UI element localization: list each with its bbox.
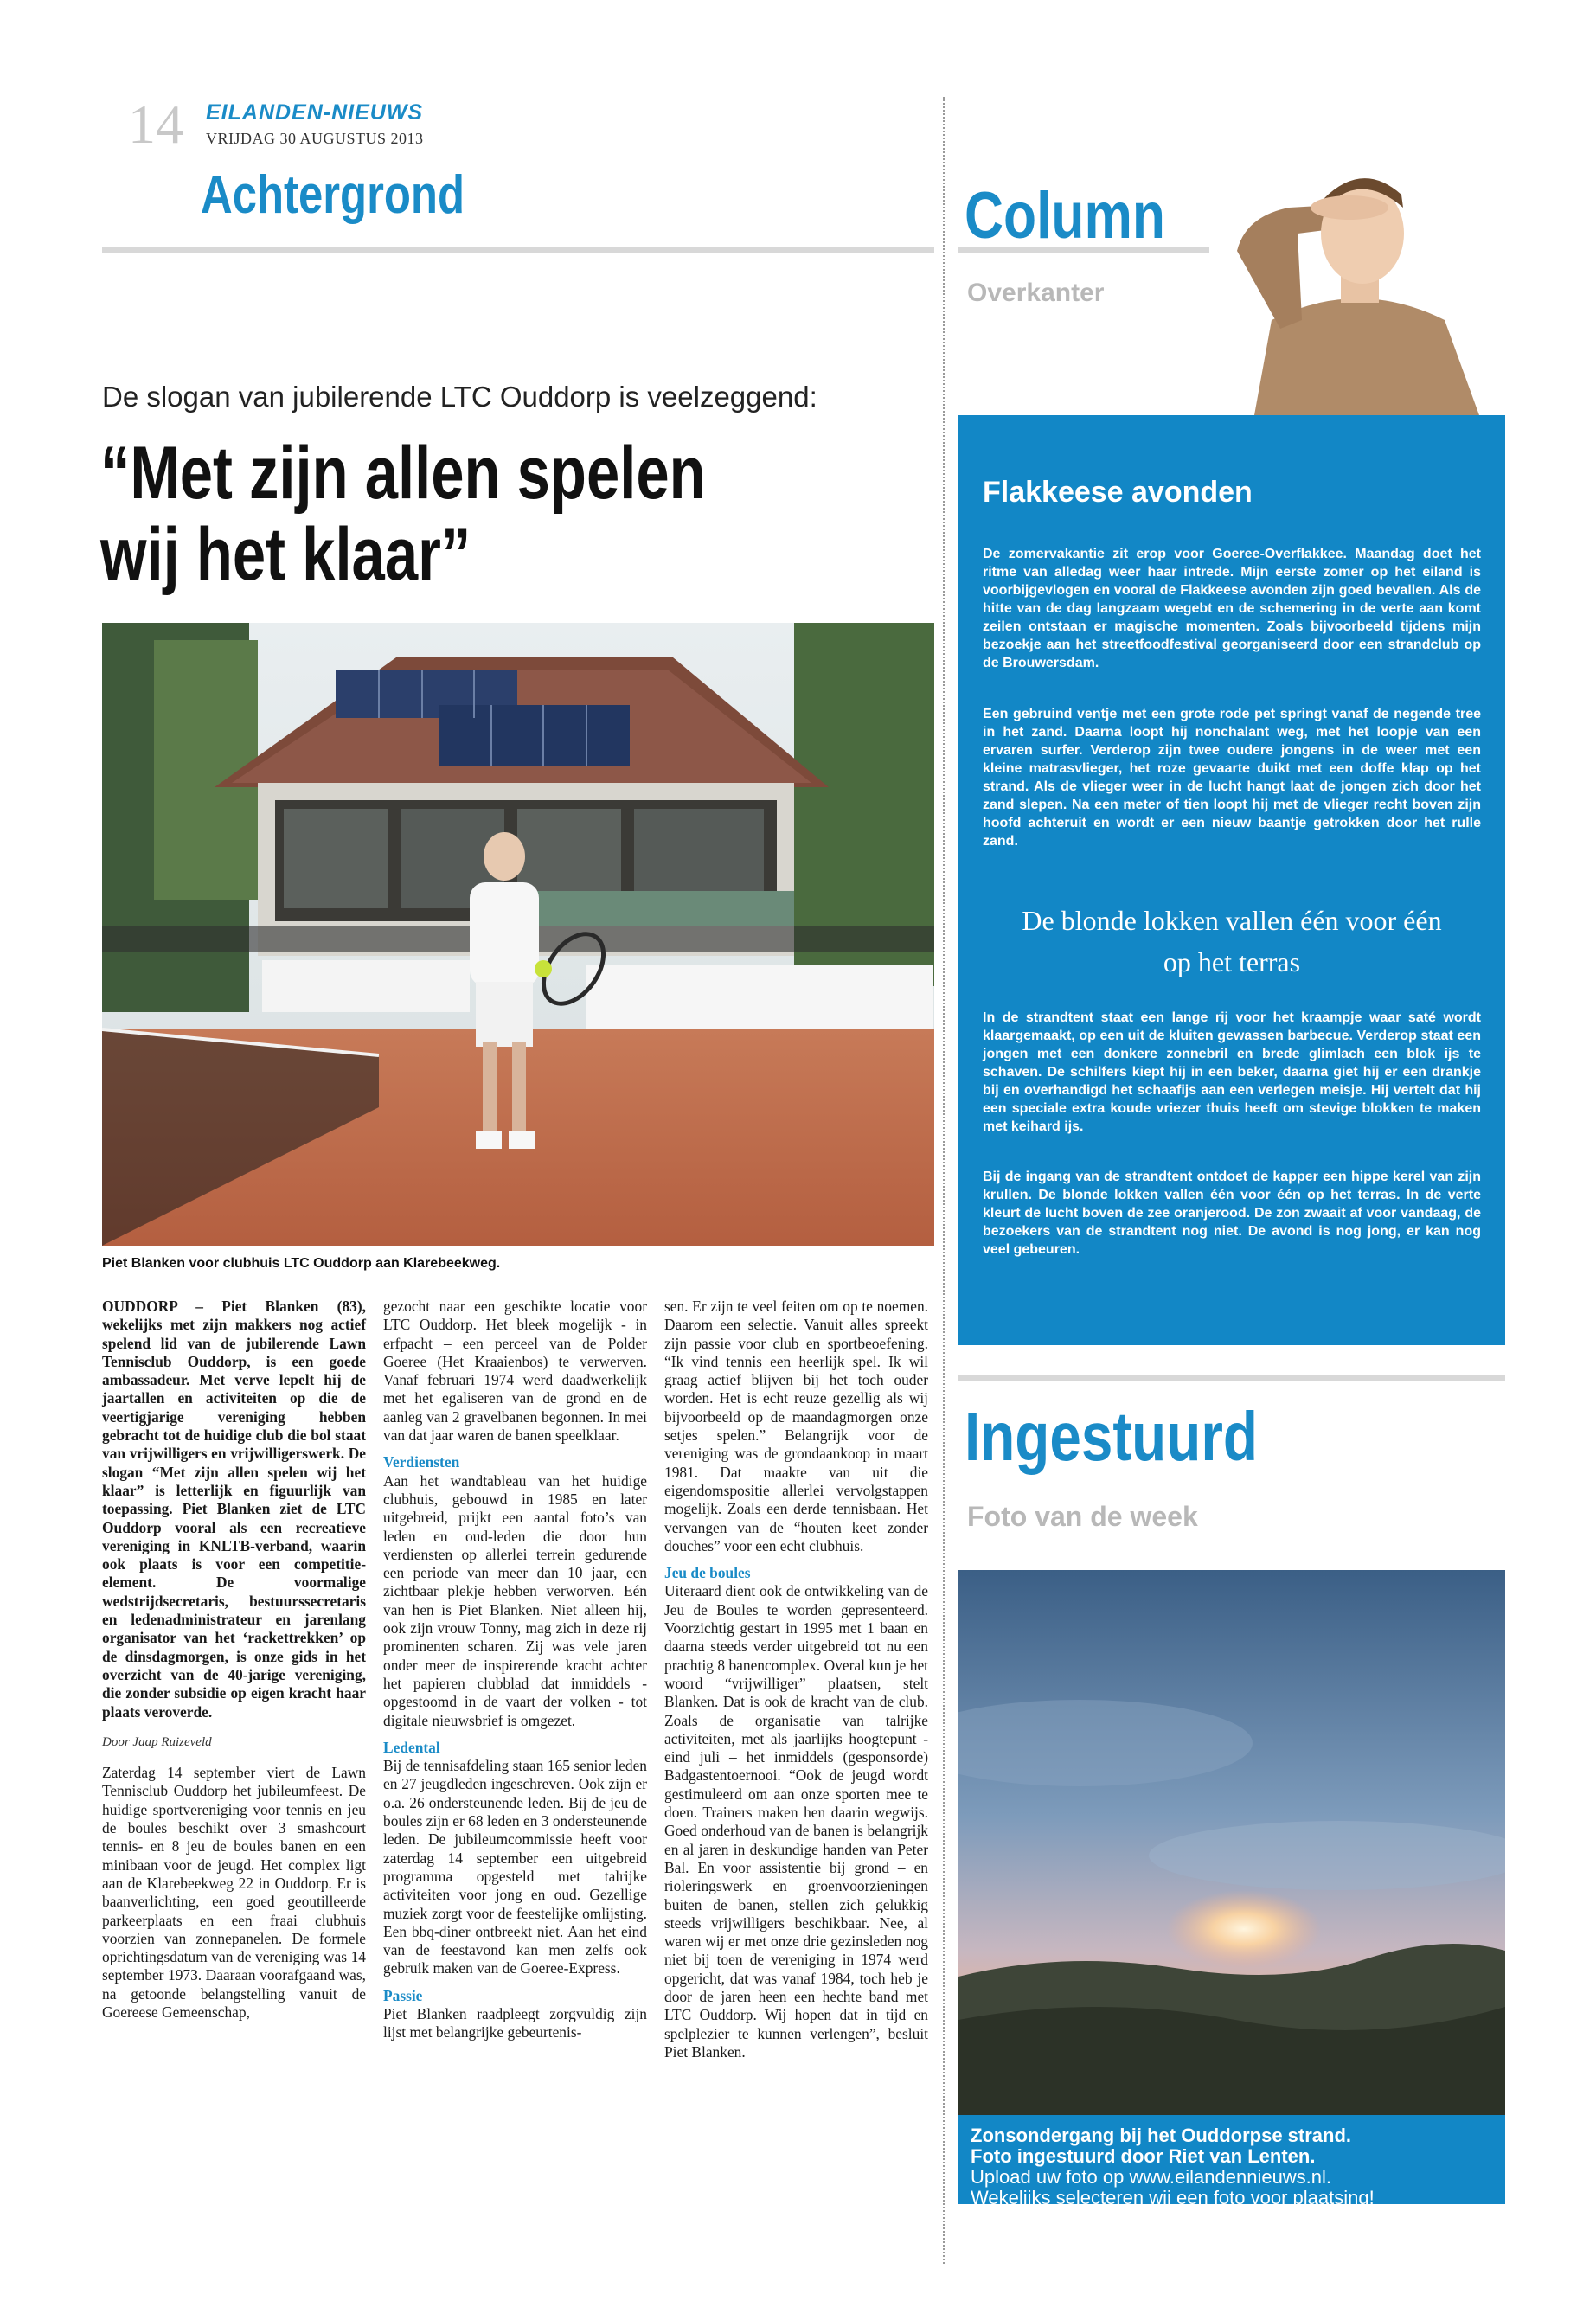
pull-quote-line-2: op het terras (1163, 946, 1301, 977)
column-paragraph: Bij de ingang van de strandtent ontdoet de kapper een hippe kerel van zijn krullen. De blonde lokken vallen één voor één op het terras. In de verte kleurt de lucht boven de zee oranjerood. De zon zwaait af voor vandaag, de bezoekers van de strandtent nog niet. De avond is nog jong, er kan nog veel gebeuren. (983, 1170, 1481, 1257)
article-paragraph: Zaterdag 14 september viert de Lawn Tennisclub Ouddorp het jubileumfeest. De huidige sportvereniging voor tennis en jeu de boules beschikt over 3 smashcourt tennis- en 8 jeu de boules banen en een minibaan voor de jeugd. Het complex ligt aan de Klarebeekweg 22 in Ouddorp. Er is baanverlichting, een goed geoutilleerde parkeerplaats en een fraai clubhuis voorzien van zonnepanelen. De formele oprichtingsdatum van de vereniging was 14 september 1973. Daaraan voorafgaand was, na getoonde belangstelling vanuit de Goereese Gemeenschap, (102, 1764, 366, 2021)
caption-line-3: Upload uw foto op www.eilandennieuws.nl. (971, 2166, 1332, 2188)
headline-line-2: wij het klaar” (100, 513, 471, 596)
column-paragraph: De zomervakantie zit erop voor Goeree-Overflakkee. Maandag doet het ritme van alledag weer haar intrede. Mijn eerste zomer op het eiland is voorbijgevlogen en vooral de Flakkeese avonden zijn goed bevallen. Als de hitte van de dag langzaam wegebt en de schemering in de verte aan komt zeilen ontstaan er magische momenten. Zoals bijvoorbeeld tijdens mijn bezoekje aan het streetfoodfestival georganiseerd door een strandclub op de Brouwersdam. (983, 547, 1481, 670)
article-byline: Door Jaap Ruizeveld (102, 1734, 212, 1749)
article-paragraph: Aan het wandtableau van het huidige clubhuis, gebouwd in 1985 en later uitgebreid, prijkt een aantal foto’s van leden en oud-leden die door hun verdiensten op allerlei terrein gedurende een periode van meer dan 10 jaar, een zichtbaar plekje hebben verworven. Eén van hen is Piet Blanken. Niet alleen hij, ook zijn vrouw Tonny, mag zich in deze rij prominenten scharen. Zij was vele jaren onder meer de inspirerende kracht achter het papieren clubblad dat inmiddels - opgestoomd in de vaart der volken - tot digitale nieuwsbrief is omgezet. (383, 1471, 647, 1729)
columnist-portrait (1220, 121, 1497, 415)
subheading-verdiensten: Verdiensten (383, 1453, 460, 1471)
sunset-photo (958, 1570, 1505, 2115)
article-paragraph: Bij de tennisafdeling staan 165 senior leden en 27 jeugdleden ingeschreven. Ook zijn er o.a. 26 ondersteunende leden. Bij de jeu de boules zijn er 68 leden en 3 ondersteunende leden. De jubileumcommissie heeft voor zaterdag 14 september een uitgebreid programma opgesteld met talrijke activiteiten voor jong en oud. Gezellige muziek zorgt voor de feestelijke omlijsting. Een bbq-diner ontbreekt niet. Aan het eind van de feestavond kan men zelfs ook gebruik maken van de Goeree-Express. (383, 1757, 647, 1977)
article-column-1 (102, 1298, 366, 2022)
article-headline (100, 433, 765, 595)
article-column-2 (383, 1298, 647, 2042)
caption-line-2: Foto ingestuurd door Riet van Lenten. (971, 2145, 1316, 2167)
article-lead: OUDDORP – Piet Blanken (83), wekelijks met zijn makkers nog actief spelend lid van de jubilerende Lawn Tennisclub Ouddorp, is een goede ambassadeur. Met verve lepelt hij de jaartallen en activiteiten op die de veertigjarige vereniging hebben gebracht tot de huidige club die bol staat van vrijwilligers en vrijwilligerswerk. De slogan “Met zijn allen spelen wij het klaar” is letterlijk en figuurlijk van toepassing. Piet Blanken ziet de LTC Ouddorp vooral als een recreatieve vereniging in KNLTB-verband, waarin ook plaats is voor een competitie-element. De voormalige wedstrijdsecretaris, bestuurssecretaris en ledenadministrateur en jarenlang organisator van het ‘rackettrekken’ op de dinsdagmorgen, is onze gids in het overzicht van de 40-jarige vereniging, die zonder subsidie op eigen kracht haar plaats veroverde. (102, 1298, 366, 1721)
article-paragraph: sen. Er zijn te veel feiten om op te noemen. Daarom een selectie. Vanuit alles spreekt zijn passie voor club en sportbeoefening. “Ik vind tennis een heerlijk spel. Ik wil graag actief blijven bij het toch ouder worden. Het is echt reuze gezellig als wij bijvoorbeeld op de maandagmorgen onze setjes spelen.” Belangrijk voor de vereniging was de grondaankoop in maart 1981. Dat maakte van uit die eigendomspositie allerlei vervolgstappen mogelijk. Zoals een derde tennisbaan. Het vervangen van de “houten keet zonder douches” voor een echt clubhuis. (664, 1298, 928, 1554)
column-subtitle: Overkanter (967, 279, 1105, 307)
column-heading: Flakkeese avonden (983, 476, 1253, 509)
page-number: 14 (128, 93, 183, 155)
caption-line-1: Zonsondergang bij het Ouddorpse strand. (971, 2125, 1352, 2146)
subheading-ledental: Ledental (383, 1738, 440, 1756)
column-paragraph: In de strandtent staat een lange rij voor het kraampje waar saté wordt klaargemaakt, op een uit de kluiten gewassen barbecue. Verderop staat een jongen met een donkere zonnebril en brede glimlach een blok ijs te schaven. De schilfers kiept hij in een beker, daarna giet hij er een drankje bij en overhandigd het schaafijs aan een verlegen meisje. Hij vertelt dat hij een speciale extra koude vriezer thuis heeft om stevige blokken te maken met keihard ijs. (983, 1010, 1481, 1134)
article-paragraph: Piet Blanken raadpleegt zorgvuldig zijn lijst met belangrijke gebeurtenis- (383, 2004, 647, 2041)
masthead-logo: EILANDEN-NIEUWS (206, 100, 424, 125)
section-rule (102, 247, 934, 253)
article-paragraph: Uiteraard dient ook de ontwikkeling van de Jeu de Boules te worden gepresenteerd. Voorzichtig gestart in 1995 met 1 baan en daarna steeds verder uitgebreid tot nu een prachtig 8 banencomplex. Overal kun je het woord “vrijwilliger” plaatsen, stelt Blanken. Dat is ook de kracht van de club. Zoals de organisatie van talrijke activiteiten, met als jaarlijks hoogtepunt - eind juli – het inmiddels (gesponsorde) Badgastentoernooi. “Ook de jeugd wordt gestimuleerd om aan onze sporten mee te doen. Trainers maken hen daarin wegwijs. Goed onderhoud van de banen is belangrijk en al jaren in deskundige handen van Peter Bal. En voor assistentie bij grond – en rioleringswerk en groenvoorzieningen buiten de banen, stellen zich gelukkig steeds vrijwilligers beschikbaar. Nee, al waren wij er met onze drie gezinsleden nog niet bij toen de vereniging in 1974 werd opgericht, dat was vanaf 1984, toch heb je door de jaren heen een hechte band met LTC Ouddorp. Wij hopen dat in tijd en spelplezier te kunnen verlengen”, besluit Piet Blanken. (664, 1582, 928, 2061)
subheading-jeu-de-boules: Jeu de boules (664, 1564, 751, 1582)
caption-line-4: Wekelijks selecteren wij een foto voor plaatsing! (971, 2187, 1375, 2208)
pull-quote-line-1: De blonde lokken vallen één voor één (1022, 905, 1442, 936)
ingestuurd-rule (958, 1375, 1505, 1381)
publication-date: VRIJDAG 30 AUGUSTUS 2013 (206, 130, 424, 147)
tennis-clubhouse-photo (102, 623, 934, 1246)
sunset-caption (958, 2115, 1505, 2208)
section-title: Achtergrond (201, 165, 465, 225)
article-paragraph: gezocht naar een geschikte locatie voor LTC Ouddorp. Het bleek mogelijk - in erfpacht – een perceel van de Polder Goeree (Het Kraaienbos) te verwerven. Vanaf februari 1974 werd daadwerkelijk met het egaliseren van de grond en de aanleg van 2 gravelbanen begonnen. In mei van dat jaar waren de banen speelklaar. (383, 1298, 647, 1445)
pull-quote (958, 900, 1505, 983)
article-column-3 (664, 1298, 928, 2061)
photo-caption: Piet Blanken voor clubhuis LTC Ouddorp aan Klarebeekweg. (102, 1256, 501, 1271)
column-box (958, 415, 1505, 1345)
column-divider (943, 97, 945, 2264)
column-title: Column (965, 179, 1165, 253)
column-paragraph: Een gebruind ventje met een grote rode pet springt vanaf de negende tree in het zand. Daarna loopt hij nonchalant weg, met het loopje van een ervaren surfer. Verderop zijn twee oudere jongens in de weer met een kleine matrasvlieger, het roze gevaarte duikt met een doffe klap op het strand. Als de vlieger weer in de lucht hangt laat de jongen zich door het zand slepen. Na een meter of tien loopt hij met de vlieger recht boven zijn hoofd achteruit en wordt er een nieuw baantje getrokken door het rulle zand. (983, 707, 1481, 849)
subheading-passie: Passie (383, 1986, 423, 2004)
ingestuurd-title: Ingestuurd (965, 1398, 1258, 1475)
headline-line-1: “Met zijn allen spelen (100, 432, 706, 515)
ingestuurd-subtitle: Foto van de week (967, 1501, 1198, 1532)
article-kicker: De slogan van jubilerende LTC Ouddorp is veelzeggend: (102, 381, 817, 413)
